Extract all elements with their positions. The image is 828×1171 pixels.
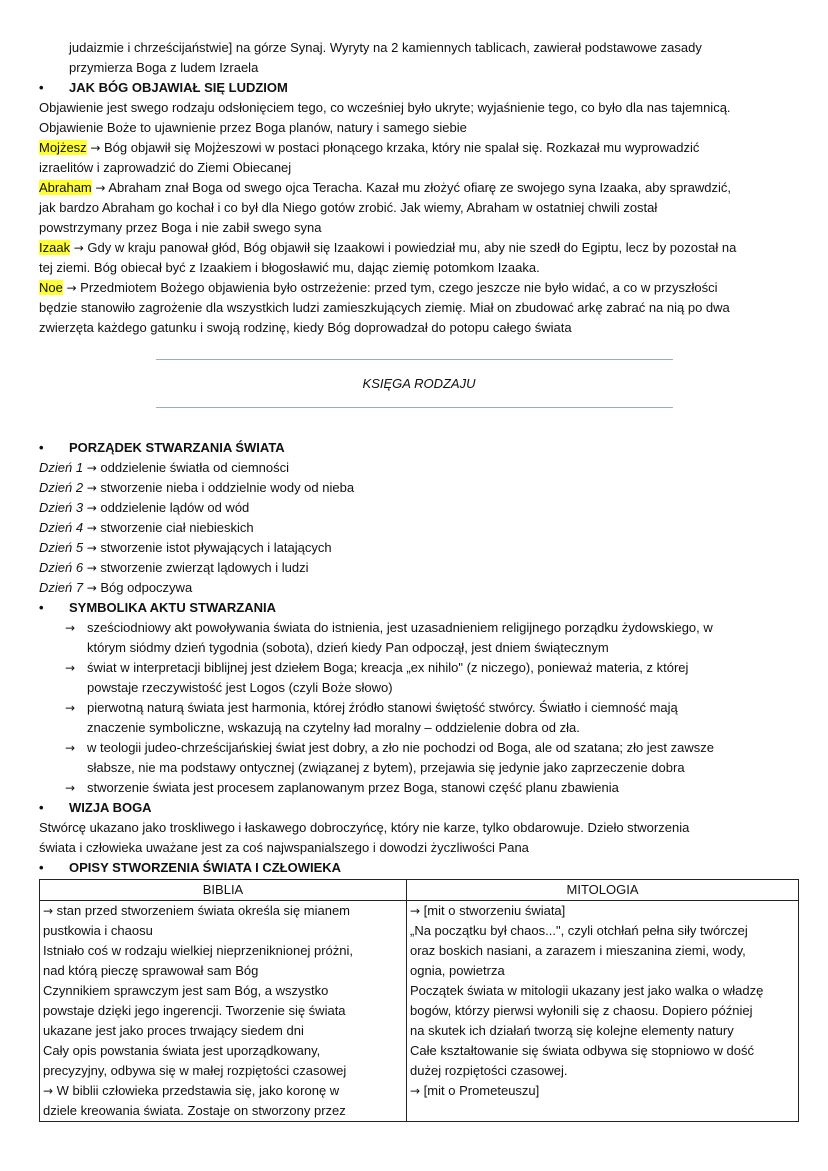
symbolism-line: w teologii judeo-chrześcijańskiej świat jest dobry, a zło nie pochodzi od Boga, ale od szatana; zło jest zawsze	[87, 740, 714, 755]
arrow-icon: →	[410, 904, 421, 918]
figure-line	[39, 138, 799, 158]
paragraph-line: Stwórcę ukazano jako troskliwego i łaskawego dobroczyńcę, który nie karze, tylko obdarowuje. Dzieło stworzenia	[39, 820, 690, 835]
intro-line: judaizmie i chrześcijaństwie] na górze Synaj. Wyryty na 2 kamiennych tablicach, zawierał podstawowe zasady	[69, 40, 702, 55]
paragraph-line: świata i człowieka uważane jest za coś najwspanialszego i dowodzi życzliwości Pana	[39, 840, 529, 855]
cell-text: „Na początku był chaos...", czyli otchłań pełna siły twórczej	[410, 923, 748, 938]
paragraph-line: Objawienie Boże to ujawnienie przez Boga planów, natury i samego siebie	[39, 120, 467, 135]
cell-line	[410, 981, 795, 1001]
cell-line	[410, 1081, 795, 1101]
bullet-icon: •	[39, 860, 44, 875]
cell-line	[410, 1041, 795, 1061]
arrow-icon: →	[86, 461, 97, 475]
symbolism-line: sześciodniowy akt powoływania świata do istnienia, jest uzasadnieniem religijnego porządku żydowskiego, w	[87, 620, 713, 635]
cell-line	[410, 961, 795, 981]
day-text: Bóg odpoczywa	[100, 580, 193, 595]
cell-text: W biblii człowieka przedstawia się, jako koronę w	[53, 1083, 340, 1098]
table-header-biblia: BIBLIA	[40, 880, 407, 901]
highlighted-name: Noe	[39, 280, 63, 295]
cell-line	[410, 901, 795, 921]
figure-line	[39, 278, 799, 298]
table-header-mitologia: MITOLOGIA	[407, 880, 799, 901]
symbolism-line: świat w interpretacji biblijnej jest dziełem Boga; kreacja „ex nihilo" (z niczego), ponieważ materia, z której	[87, 660, 689, 675]
arrow-icon: →	[86, 561, 97, 575]
arrow-icon: →	[66, 281, 77, 295]
cell-line	[410, 921, 795, 941]
symbolism-item	[39, 618, 799, 658]
arrow-icon: →	[86, 581, 97, 595]
cell-text: Cały opis powstania świata jest uporządkowany,	[43, 1043, 321, 1058]
cell-text: Początek świata w mitologii ukazany jest jako walka o władzę	[410, 983, 764, 998]
day-text: oddzielenie światła od ciemności	[100, 460, 289, 475]
intro-line: przymierza Boga z ludem Izraela	[69, 60, 259, 75]
cell-line	[410, 1021, 795, 1041]
cell-line	[43, 921, 403, 941]
arrow-icon: →	[73, 241, 84, 255]
section-heading-vision: • WIZJA BOGA	[39, 798, 799, 818]
cell-line	[43, 1021, 403, 1041]
creation-days-list	[39, 458, 799, 598]
arrow-icon: →	[65, 741, 76, 755]
symbolism-line: znaczenie symboliczne, wskazują na czytelny ład moralny – oddzielenie dobra od zła.	[87, 720, 580, 735]
figure-line-continued: zwierzęta każdego gatunku i swoją rodzinę, kiedy Bóg doprowadzał do potopu całego świata	[39, 320, 572, 335]
comparison-table	[39, 879, 799, 1122]
creation-day-line	[39, 518, 799, 538]
symbolism-item	[39, 738, 799, 778]
section-heading-symbolism: • SYMBOLIKA AKTU STWARZANIA	[39, 598, 799, 618]
bullet-icon: •	[39, 80, 44, 95]
arrow-icon: →	[65, 661, 76, 675]
cell-text: precyzyjny, odbywa się w małej rozpiętości czasowej	[43, 1063, 347, 1078]
cell-line	[43, 1101, 403, 1121]
highlighted-name: Izaak	[39, 240, 71, 255]
arrow-icon: →	[43, 904, 54, 918]
day-label: Dzień 3	[39, 500, 84, 515]
symbolism-line: słabsze, nie ma podstawy ontycznej (związanej z bytem), przejawia się jedynie jako zaprzeczenie dobra	[87, 760, 685, 775]
section-heading-creation-order: • PORZĄDEK STWARZANIA ŚWIATA	[39, 438, 799, 458]
figure-line-continued: tej ziemi. Bóg obiecał być z Izaakiem i błogosławić mu, dając ziemię potomkom Izaaka.	[39, 260, 540, 275]
cell-line	[410, 1061, 795, 1081]
creation-day-line	[39, 498, 799, 518]
figure-line-continued: będzie stanowiło zagrożenie dla wszystkich ludzi zamieszkujących ziemię. Miał on zbudować arkę zabrać na nią po dwa	[39, 300, 730, 315]
day-label: Dzień 6	[39, 560, 84, 575]
arrow-icon: →	[86, 521, 97, 535]
table-cell-biblia	[40, 901, 407, 1122]
revelation-figures	[39, 138, 799, 338]
creation-day-line	[39, 538, 799, 558]
creation-day-line	[39, 478, 799, 498]
arrow-icon: →	[86, 481, 97, 495]
symbolism-line: stworzenie świata jest procesem zaplanowanym przez Boga, stanowi część planu zbawienia	[87, 780, 619, 795]
figure-line-continued: powstrzymany przez Boga i nie zabił swego syna	[39, 220, 322, 235]
cell-text: stan przed stworzeniem świata określa się mianem	[53, 903, 351, 918]
symbolism-line: pierwotną naturą świata jest harmonia, której źródło stanowi świętość stwórcy. Światło i ciemność mają	[87, 700, 678, 715]
cell-line	[410, 941, 795, 961]
day-text: oddzielenie lądów od wód	[100, 500, 250, 515]
bullet-icon: •	[39, 440, 44, 455]
cell-line	[43, 981, 403, 1001]
arrow-icon: →	[65, 621, 76, 635]
table-row	[40, 901, 799, 1122]
cell-text: Istniało coś w rodzaju wielkiej nieprzeniknionej próżni,	[43, 943, 353, 958]
day-label: Dzień 7	[39, 580, 84, 595]
cell-line	[43, 1081, 403, 1101]
symbolism-item	[39, 658, 799, 698]
cell-text: na skutek ich działań tworzą się kolejne elementy natury	[410, 1023, 734, 1038]
figure-text: Gdy w kraju panował głód, Bóg objawił się Izaakowi i powiedział mu, aby nie szedł do Egiptu, lecz by pozostał na	[87, 240, 737, 255]
day-label: Dzień 4	[39, 520, 84, 535]
day-text: stworzenie nieba i oddzielnie wody od nieba	[100, 480, 355, 495]
cell-line	[410, 1001, 795, 1021]
arrow-icon: →	[86, 541, 97, 555]
creation-day-line	[39, 578, 799, 598]
creation-day-line	[39, 558, 799, 578]
cell-line	[43, 1041, 403, 1061]
table-header-row	[40, 880, 799, 901]
symbolism-line: powstaje rzeczywistość jest Logos (czyli Boże słowo)	[87, 680, 393, 695]
arrow-icon: →	[86, 501, 97, 515]
arrow-icon: →	[90, 141, 101, 155]
highlighted-name: Abraham	[39, 180, 92, 195]
symbolism-item	[39, 778, 799, 798]
creation-day-line	[39, 458, 799, 478]
cell-text: oraz boskich nasiani, a zarazem i mieszanina ziemi, wody,	[410, 943, 746, 958]
day-text: stworzenie zwierząt lądowych i ludzi	[100, 560, 309, 575]
symbolism-line: którym siódmy dzień tygodnia (sobota), dzień kiedy Pan odpoczął, jest dniem świątecznym	[87, 640, 609, 655]
cell-text: bogów, którzy pierwsi wyłonili się z chaosu. Dopiero później	[410, 1003, 753, 1018]
cell-text: pustkowia i chaosu	[43, 923, 153, 938]
cell-text: ognia, powietrza	[410, 963, 505, 978]
cell-line	[43, 1001, 403, 1021]
cell-text: powstaje dzięki jego ingerencji. Tworzenie się świata	[43, 1003, 346, 1018]
cell-text: [mit o stworzeniu świata]	[420, 903, 566, 918]
cell-text: dużej rozpiętości czasowej.	[410, 1063, 568, 1078]
arrow-icon: →	[65, 781, 76, 795]
symbolism-list	[39, 618, 799, 798]
cell-line	[43, 941, 403, 961]
cell-text: [mit o Prometeuszu]	[420, 1083, 540, 1098]
paragraph-line: Objawienie jest swego rodzaju odsłonięciem tego, co wcześniej było ukryte; wyjaśnienie tego, co było dla nas tajemnicą.	[39, 100, 731, 115]
bullet-icon: •	[39, 600, 44, 615]
figure-line	[39, 178, 799, 198]
figure-line-continued: jak bardzo Abraham go kochał i co był dla Niego gotów zrobić. Jak wiemy, Abraham w ostatniej chwili został	[39, 200, 658, 215]
day-label: Dzień 5	[39, 540, 84, 555]
table-cell-mitologia	[407, 901, 799, 1122]
symbolism-item	[39, 698, 799, 738]
figure-line-continued: izraelitów i zaprowadzić do Ziemi Obiecanej	[39, 160, 292, 175]
arrow-icon: →	[95, 181, 106, 195]
intro-paragraph	[39, 38, 799, 78]
highlighted-name: Mojżesz	[39, 140, 87, 155]
day-text: stworzenie ciał niebieskich	[100, 520, 254, 535]
cell-line	[43, 1061, 403, 1081]
document-page	[39, 38, 799, 1122]
day-text: stworzenie istot pływających i latających	[100, 540, 332, 555]
figure-text: Przedmiotem Bożego objawienia było ostrzeżenie: przed tym, czego jeszcze nie było widać, a co w przyszłości	[80, 280, 718, 295]
section-heading-revelation: • JAK BÓG OBJAWIAŁ SIĘ LUDZIOM	[39, 78, 799, 98]
arrow-icon: →	[410, 1084, 421, 1098]
arrow-icon: →	[43, 1084, 54, 1098]
cell-line	[43, 961, 403, 981]
figure-line	[39, 238, 799, 258]
cell-text: dziele kreowania świata. Zostaje on stworzony przez	[43, 1103, 346, 1118]
figure-text: Bóg objawił się Mojżeszowi w postaci płonącego krzaka, który nie spalał się. Rozkazał mu wyprowadzić	[104, 140, 700, 155]
cell-text: nad którą pieczę sprawował sam Bóg	[43, 963, 259, 978]
day-label: Dzień 1	[39, 460, 84, 475]
cell-text: ukazane jest jako proces trwający siedem dni	[43, 1023, 304, 1038]
section-heading-descriptions: • OPISY STWORZENIA ŚWIATA I CZŁOWIEKA	[39, 858, 799, 878]
arrow-icon: →	[65, 701, 76, 715]
cell-text: Całe kształtowanie się świata odbywa się stopniowo w dość	[410, 1043, 754, 1058]
figure-text: Abraham znał Boga od swego ojca Teracha. Kazał mu złożyć ofiarę ze swojego syna Izaaka, aby sprawdzić,	[108, 180, 731, 195]
cell-line	[43, 901, 403, 921]
day-label: Dzień 2	[39, 480, 84, 495]
book-title: KSIĘGA RODZAJU	[362, 376, 476, 391]
cell-text: Czynnikiem sprawczym jest sam Bóg, a wszystko	[43, 983, 329, 998]
bullet-icon: •	[39, 800, 44, 815]
